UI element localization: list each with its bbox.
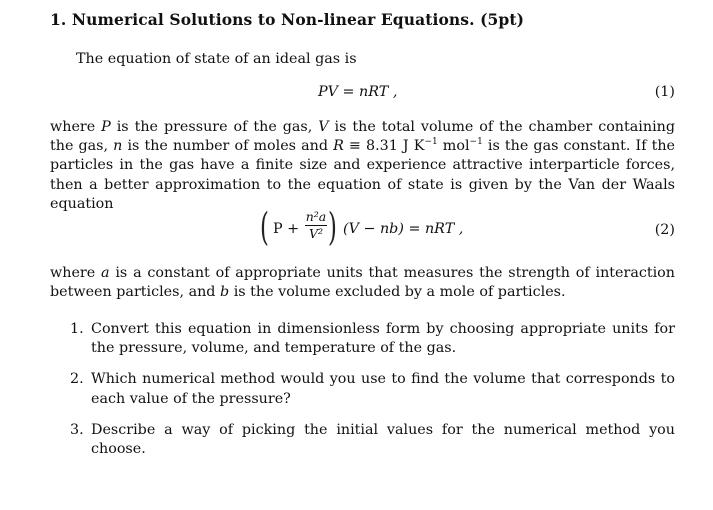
list-item-marker: 1. xyxy=(70,321,84,337)
eq2-rest: (V − nb) = nRT , xyxy=(343,221,464,237)
para2-part-g: is the gas constant. If the particles in the gas have a finite size and experience attractive interparticle forces, then a better approximation to the equation of state is given by the Van der Waals equation xyxy=(50,138,675,212)
para3-part-b: is a constant of appropriate units that measures the strength of interaction between particles, and xyxy=(50,265,675,301)
para2-part-c: is the total volume of the chamber containing the gas, xyxy=(50,119,675,155)
para2-part-b: is the pressure of the gas, xyxy=(110,119,319,135)
eq2-left-paren: ( xyxy=(259,205,269,249)
var-v: V xyxy=(318,119,329,135)
list-item xyxy=(70,370,675,408)
eq2-frac-denominator: V² xyxy=(308,226,324,241)
list-item-marker: 3. xyxy=(70,421,84,438)
para2-part-d: is the number of moles and xyxy=(122,138,334,155)
equation-1-text: PV = nRT , xyxy=(318,84,398,100)
question-list xyxy=(70,320,675,459)
para2-part-f: mol xyxy=(437,138,470,155)
list-item-marker: 2. xyxy=(70,371,84,388)
eq2-fraction xyxy=(305,210,327,241)
list-item-text: Convert this equation in dimensionless form by choosing appropriate units for the pressure, volume, and temperature of the gas. xyxy=(91,321,675,357)
para3-part-a: where xyxy=(50,265,102,281)
constants-paragraph xyxy=(50,264,675,302)
eq2-frac-numerator: n²a xyxy=(305,209,327,224)
definitions-paragraph xyxy=(50,118,675,214)
var-b: b xyxy=(220,284,230,301)
para2-part-e: ≡ 8.31 J K xyxy=(343,138,425,155)
equation-2-number: (2) xyxy=(654,222,675,238)
intro-text: The equation of state of an ideal gas is xyxy=(76,51,357,67)
para2-part-a: where xyxy=(50,119,102,135)
eq2-p-plus: P + xyxy=(273,221,300,237)
list-item-text: Describe a way of picking the initial values for the numerical method you choose. xyxy=(91,421,675,458)
eq2-right-paren: ) xyxy=(327,205,337,249)
var-a: a xyxy=(101,265,110,281)
var-n: n xyxy=(113,138,123,155)
equation-1 xyxy=(318,84,397,100)
var-r: R xyxy=(333,138,344,155)
exponent-1: −1 xyxy=(424,137,438,148)
list-item xyxy=(70,320,675,358)
para3-part-c: is the volume excluded by a mole of particles. xyxy=(229,284,566,301)
equation-1-number: (1) xyxy=(654,84,675,100)
list-item xyxy=(70,421,675,459)
exponent-2: −1 xyxy=(469,137,483,148)
list-item-text: Which numerical method would you use to find the volume that corresponds to each value of the pressure? xyxy=(91,371,675,407)
var-p: P xyxy=(101,119,111,135)
problem-heading: 1. Numerical Solutions to Non-linear Equations. (5pt) xyxy=(50,10,525,29)
